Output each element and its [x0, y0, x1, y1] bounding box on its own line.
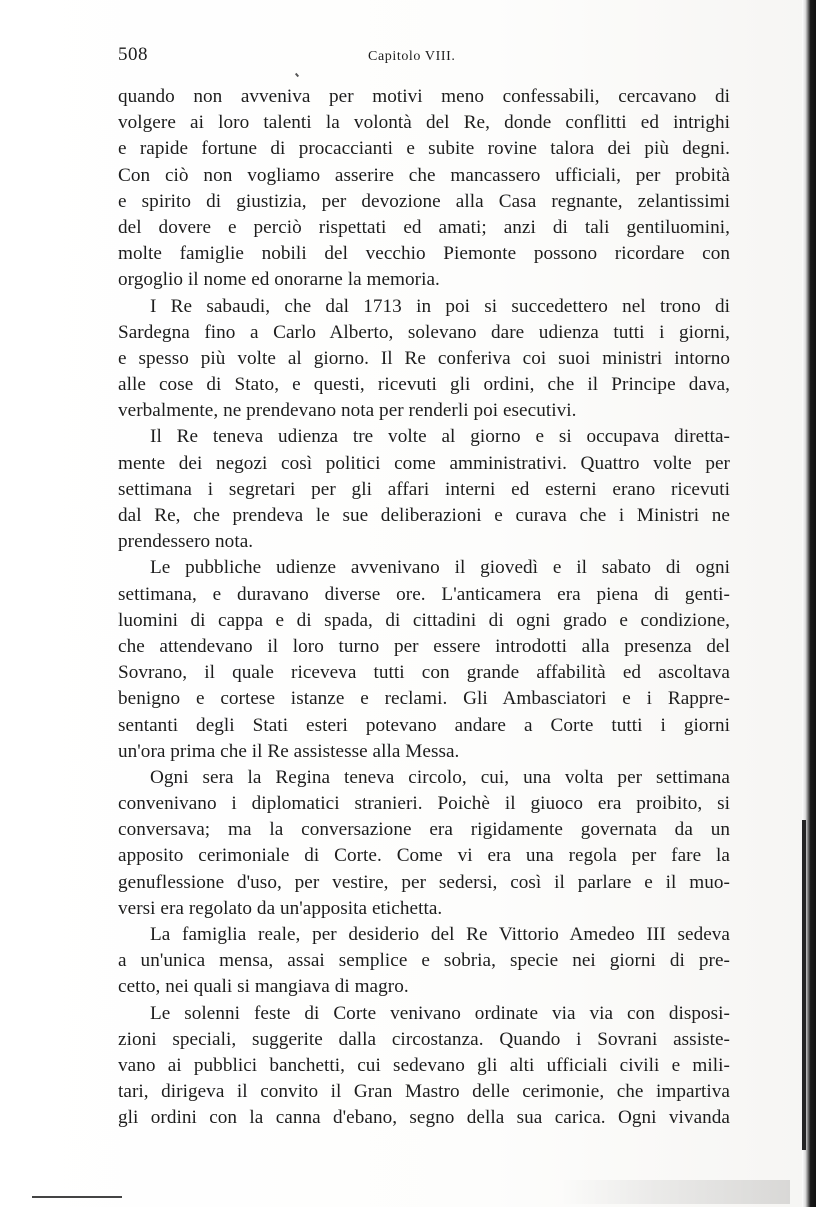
text-line: Con ciò non vogliamo asserire che mancassero ufficiali, per probità: [118, 164, 730, 186]
text-line: cetto, nei quali si mangiava di magro.: [118, 976, 409, 998]
text-line: un'ora prima che il Re assistesse alla Messa.: [118, 740, 460, 762]
paragraph-start-line: Le pubbliche udienze avvenivano il giovedì e il sabato di ogni: [150, 557, 730, 579]
text-line: dal Re, che prendeva le sue deliberazioni e curava che i Ministri ne: [118, 505, 730, 526]
scan-shadow: [560, 1180, 790, 1204]
text-line: convenivano i diplomatici stranieri. Poichè il giuoco era proibito, si: [118, 793, 730, 815]
paragraph-start-line: Ogni sera la Regina teneva circolo, cui, una volta per settimana: [150, 766, 730, 788]
text-line: verbalmente, ne prendevano nota per renderli poi esecutivi.: [118, 400, 577, 422]
text-line: e rapide fortune di procaccianti e subite rovine talora dei più degni.: [118, 138, 730, 160]
text-line: e spesso più volte al giorno. Il Re conferiva coi suoi ministri intorno: [118, 347, 730, 369]
page-number: 508: [118, 44, 148, 65]
chapter-title: Capitolo VIII.: [368, 49, 456, 64]
text-line: apposito cerimoniale di Corte. Come vi era una regola per fare la: [118, 845, 730, 867]
text-line: versi era regolato da un'apposita etichetta.: [118, 897, 443, 919]
paragraph-start-line: Le solenni feste di Corte venivano ordinate via via con disposi-: [150, 1002, 730, 1024]
page-header: [118, 44, 728, 72]
body-text: [118, 84, 730, 1132]
text-line: Sovrano, il quale riceveva tutti con grande affabilità ed ascoltava: [118, 662, 730, 684]
text-line: volgere ai loro talenti la volontà del Re, donde conflitti ed intrighi: [118, 112, 730, 134]
paragraph-start-line: Il Re teneva udienza tre volte al giorno e si occupava diretta-: [150, 426, 730, 448]
text-line: prendessero nota.: [118, 531, 254, 553]
text-line: gli ordini con la canna d'ebano, segno della sua carica. Ogni vivanda: [118, 1107, 730, 1129]
text-line: conversava; ma la conversazione era rigidamente governata da un: [118, 819, 730, 841]
paragraph-start-line: La famiglia reale, per desiderio del Re Vittorio Amedeo III sedeva: [150, 924, 730, 945]
text-line: vano ai pubblici banchetti, cui sedevano gli alti ufficiali civili e mili-: [118, 1054, 730, 1076]
text-line: luomini di cappa e di spada, di cittadini di ogni grado e condizione,: [118, 609, 730, 631]
text-line: tari, dirigeva il convito il Gran Mastro delle cerimonie, che impartiva: [118, 1081, 730, 1103]
text-line: e spirito di giustizia, per devozione alla Casa regnante, zelantissimi: [118, 190, 730, 212]
text-line: Sardegna fino a Carlo Alberto, solevano dare udienza tutti i giorni,: [118, 321, 730, 343]
text-line: settimana i segretari per gli affari interni ed esterni erano ricevuti: [118, 478, 730, 500]
text-line: a un'unica mensa, assai semplice e sobria, specie nei giorni di pre-: [118, 950, 730, 972]
paragraph-start-line: I Re sabaudi, che dal 1713 in poi si succedettero nel trono di: [150, 295, 730, 317]
text-line: che attendevano il loro turno per essere introdotti alla presenza del: [118, 635, 730, 657]
text-line: sentanti degli Stati esteri potevano andare a Corte tutti i giorni: [118, 714, 730, 736]
ink-speck: [295, 73, 299, 77]
text-line: alle cose di Stato, e questi, ricevuti gli ordini, che il Principe dava,: [118, 374, 730, 396]
scan-edge-rule: [32, 1196, 122, 1198]
spine-shadow: [802, 820, 806, 1150]
text-line: settimana, e duravano diverse ore. L'anticamera era piena di genti-: [118, 583, 730, 605]
text-line: orgoglio il nome ed onorarne la memoria.: [118, 269, 440, 291]
text-line: quando non avveniva per motivi meno confessabili, cercavano di: [118, 86, 730, 107]
text-line: mente dei negozi così politici come amministrativi. Quattro volte per: [118, 452, 730, 474]
text-line: zioni speciali, suggerite dalla circostanza. Quando i Sovrani assiste-: [118, 1028, 730, 1050]
text-line: del dovere e perciò rispettati ed amati; anzi di tali gentiluomini,: [118, 216, 730, 238]
text-line: benigno e cortese istanze e reclami. Gli Ambasciatori e i Rappre-: [118, 688, 730, 710]
text-line: genuflessione d'uso, per vestire, per sedersi, così il parlare e il muo-: [118, 871, 730, 893]
text-line: molte famiglie nobili del vecchio Piemonte possono ricordare con: [118, 243, 730, 265]
